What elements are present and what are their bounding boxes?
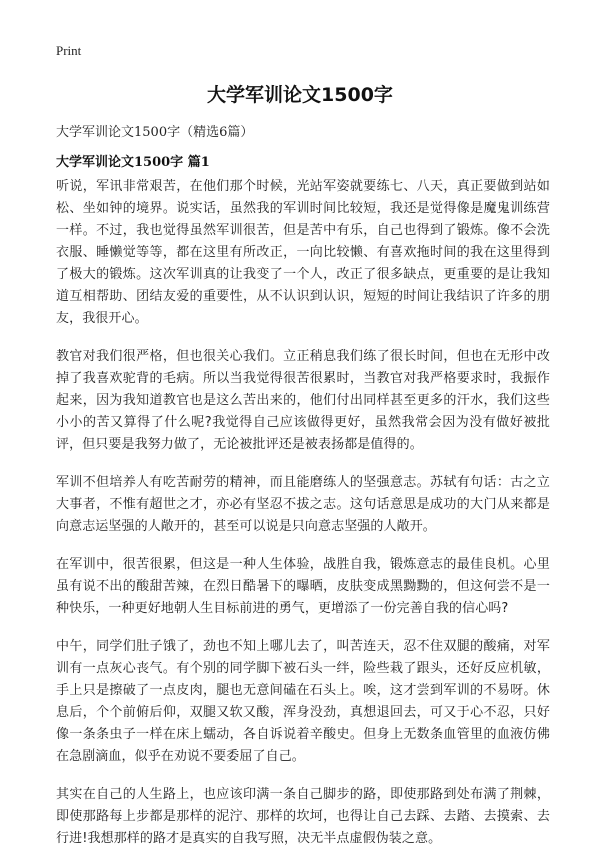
section-heading: 大学军训论文1500字 篇1 [56,155,210,170]
paragraph: 听说，军讯非常艰苦，在他们那个时候，光站军姿就要练七、八天，真正要做到站如松、坐如钟的境界。说实话，虽然我的军训时间比较短，我还是觉得像是魔鬼训练营一样。不过，我也觉得虽然军训很苦，但是苦中有乐，自己也得到了锻炼。像不会洗衣服、睡懒觉等等，都在这里有所改正，一向比较懒、有喜欢拖时间的我在这里得到了极大的锻炼。这次军训真的让我变了一个人，改正了很多缺点，更重要的是让我知道互相帮助、团结友爱的重要性，从不认识到认识，短短的时间让我结识了许多的朋友，我很开心。 [56,179,550,326]
paragraph: 中午，同学们肚子饿了，劲也不知上哪儿去了，叫苦连天，忍不住双腿的酸痛，对军训有一点灰心丧气。有个别的同学脚下被石头一绊，险些栽了跟头，还好反应机敏，手上只是擦破了一点皮肉，腿也无意间磕在石头上。唉，这才尝到军训的不易呀。休息后，个个前俯后仰，双腿又软又酸，浑身没劲，真想退回去，可又于心不忍，只好像一条条虫子一样在床上蠕动，各自诉说着辛酸史。但身上无数条血管里的血液仿佛在急剧滴血，似乎在劝说不要委屈了自己。 [56,639,550,764]
article-body [56,176,550,866]
document-title: 大学军训论文1500字 [207,84,393,106]
paragraph: 军训不但培养人有吃苦耐劳的精神，而且能磨练人的坚强意志。苏轼有句话：古之立大事者，不惟有超世之才，亦必有坚忍不拔之志。这句话意思是成功的大门从来都是向意志运坚强的人敞开的，甚至可以说是只向意志坚强的人敞开。 [56,475,550,534]
paragraph: 教官对我们很严格，但也很关心我们。立正稍息我们练了很长时间，但也在无形中改掉了我喜欢驼背的毛病。所以当我觉得很苦很累时，当教官对我严格要求时，我振作起来，因为我知道教官也是这么苦出来的，他们付出同样甚至更多的汗水，我们这些小小的苦又算得了什么呢?我觉得自己应该做得更好，虽然我常会因为没有做好被批评，但只要是我努力做了，无论被批评还是被表扬都是值得的。 [56,349,550,452]
document-subtitle: 大学军训论文1500字（精选6篇） [56,125,254,140]
paragraph: 其实在自己的人生路上，也应该印满一条自己脚步的路，即使那路到处布满了荆棘，即使那路每上步都是那样的泥泞、那样的坎坷，也得让自己去踩、去踏、去摸索、去行进!我想那样的路才是真实的自我写照，决无半点虚假伪装之意。 [56,787,550,846]
print-link[interactable]: Print [56,43,82,58]
paragraph: 在军训中，很苦很累，但这是一种人生体验，战胜自我，锻炼意志的最佳良机。心里虽有说不出的酸甜苦辣，在烈日酷暑下的曝晒，皮肤变成黑黝黝的，但这何尝不是一种快乐，一种更好地朝人生目标前进的勇气，更增添了一份完善自我的信心吗? [56,557,550,616]
